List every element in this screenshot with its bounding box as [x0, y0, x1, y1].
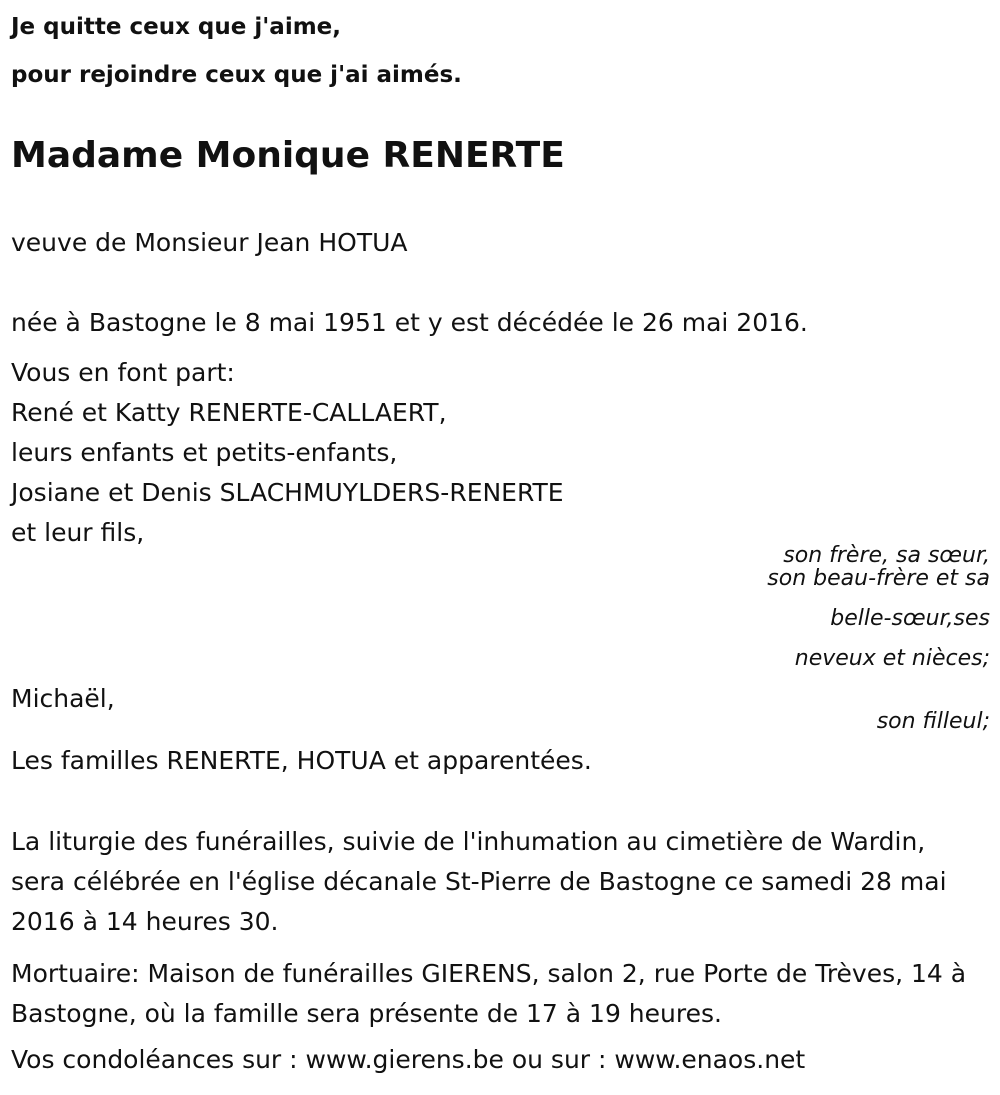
- condolences-info: Vos condoléances sur : www.gierens.be ou sur : www.enaos.net: [11, 1045, 806, 1074]
- deceased-name: Madame Monique RENERTE: [11, 135, 565, 176]
- family-line-1: René et Katty RENERTE-CALLAERT,: [11, 398, 447, 427]
- quote-line-2: pour rejoindre ceux que j'ai aimés.: [11, 62, 462, 88]
- birth-death-info: née à Bastogne le 8 mai 1951 et y est décédée le 26 mai 2016.: [11, 308, 808, 337]
- godson-name: Michaël,: [11, 684, 115, 713]
- relation-line-2: son beau-frère et sa: [767, 566, 990, 591]
- funeral-liturgy: La liturgie des funérailles, suivie de l'inhumation au cimetière de Wardin, sera célébrée en l'église décanale St-Pierre de Bastogne ce samedi 28 mai 2016 à 14 heures 30.: [11, 827, 947, 936]
- quote-line-1: Je quitte ceux que j'aime,: [11, 14, 342, 40]
- godson-relation: son filleul;: [876, 709, 990, 734]
- families-line: Les familles RENERTE, HOTUA et apparentées.: [11, 746, 592, 775]
- relation-line-3: belle-sœur,ses: [830, 606, 990, 631]
- widow-of: veuve de Monsieur Jean HOTUA: [11, 228, 408, 257]
- family-line-3: Josiane et Denis SLACHMUYLDERS-RENERTE: [11, 478, 564, 507]
- family-line-2: leurs enfants et petits-enfants,: [11, 438, 398, 467]
- announcement-intro: Vous en font part:: [11, 358, 235, 387]
- relation-line-1: son frère, sa sœur,: [783, 543, 990, 568]
- mortuary-info: Mortuaire: Maison de funérailles GIERENS, salon 2, rue Porte de Trèves, 14 à Bastogne, où la famille sera présente de 17 à 19 heures.: [11, 959, 967, 1028]
- relation-line-4: neveux et nièces;: [794, 646, 990, 671]
- family-line-4: et leur fils,: [11, 518, 145, 547]
